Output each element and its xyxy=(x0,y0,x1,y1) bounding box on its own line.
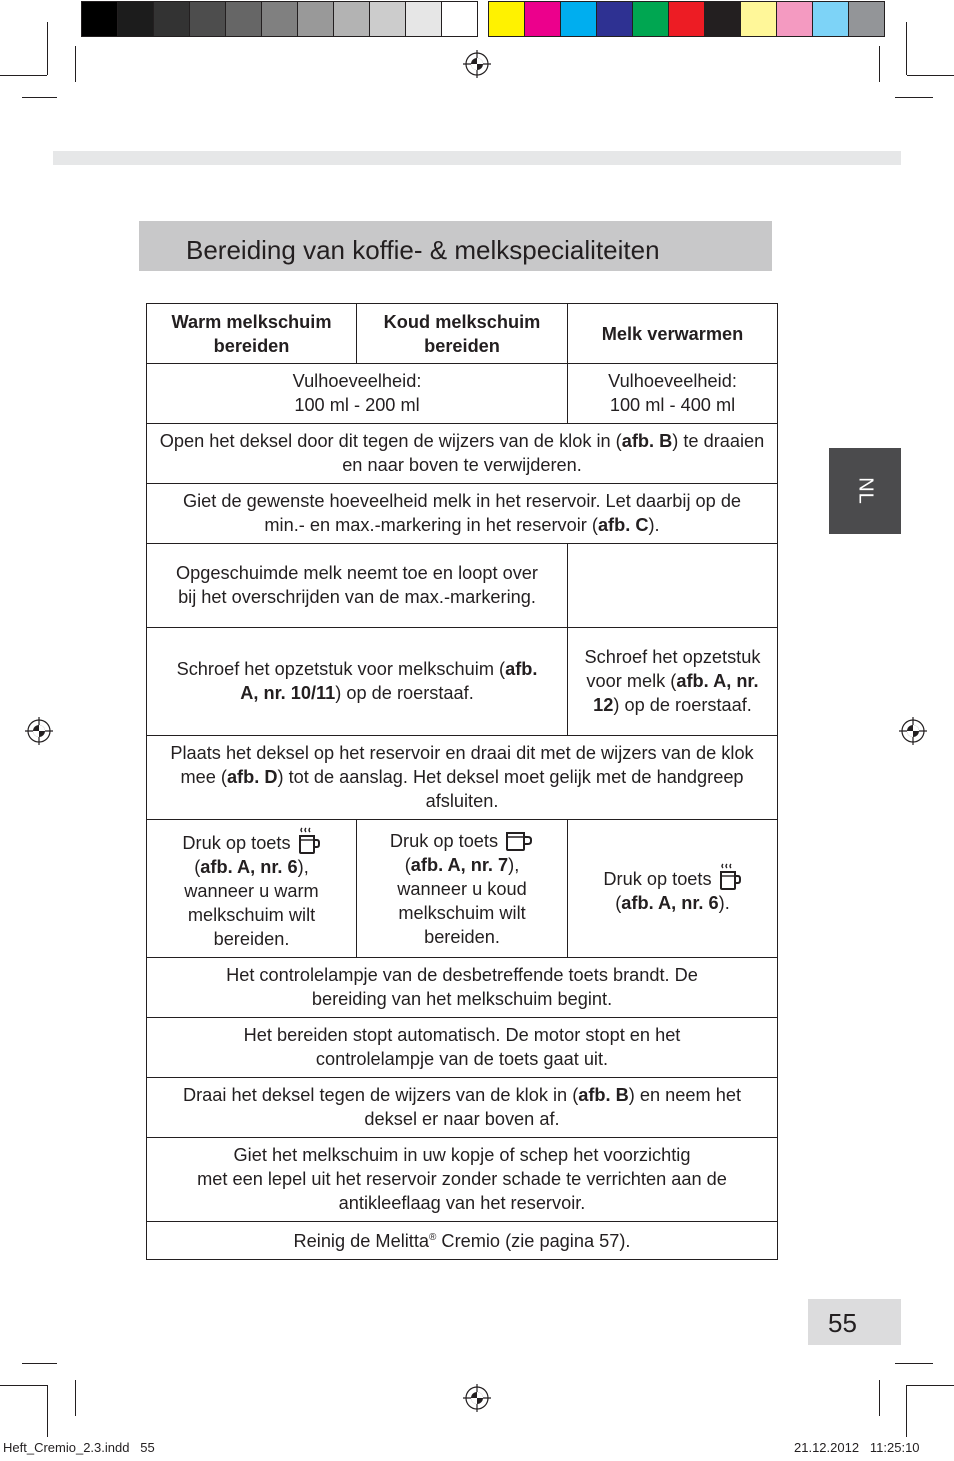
crop-mark xyxy=(906,1385,907,1437)
step-press-warm: Druk op toets (afb. A, nr. 6), wanneer u warm melkschuim wilt bereiden. xyxy=(147,820,357,958)
table-row xyxy=(147,820,778,958)
section-heading-box xyxy=(139,221,772,271)
table-row xyxy=(147,364,778,424)
table-row xyxy=(147,484,778,544)
step-pour-foam: Giet het melkschuim in uw kopje of schep het voorzichtig met een lepel uit het reservoir zonder schade te verrichten aan de antikleeflaag van het reservoir. xyxy=(147,1138,778,1222)
step-lamp-on: Het controlelampje van de desbetreffende toets brandt. De bereiding van het melkschuim begint. xyxy=(147,958,778,1018)
page-title: Bereiding van koffie- & melkspecialiteiten xyxy=(186,235,660,265)
color-swatch xyxy=(406,2,442,36)
color-swatch xyxy=(525,2,561,36)
crop-mark xyxy=(0,75,47,76)
crop-mark xyxy=(895,97,933,98)
color-swatch xyxy=(190,2,226,36)
column-header-cold-foam: Koud melkschuim bereiden xyxy=(357,304,568,364)
color-swatch xyxy=(669,2,705,36)
fill-amount-foam: Vulhoeveelheid: 100 ml - 200 ml xyxy=(147,364,568,424)
table-row xyxy=(147,736,778,820)
foam-warning: Opgeschuimde melk neemt toe en loopt over bij het overschrijden van de max.-markering. xyxy=(147,544,568,628)
table-row xyxy=(147,1222,778,1260)
color-swatch xyxy=(298,2,334,36)
step-pour-milk: Giet de gewenste hoeveelheid melk in het reservoir. Let daarbij op de min.- en max.-markering in het reservoir (afb. C). xyxy=(147,484,778,544)
color-swatches xyxy=(488,1,885,37)
cold-foam-button-icon xyxy=(504,827,534,853)
step-place-lid: Plaats het deksel op het reservoir en draai dit met de wijzers van de klok mee (afb. D) tot de aanslag. Het deksel moet gelijk met de handgreep afsluiten. xyxy=(147,736,778,820)
registration-mark-icon xyxy=(463,50,491,78)
crop-mark xyxy=(907,75,954,76)
header-band xyxy=(53,151,901,165)
color-swatch xyxy=(82,2,118,36)
warm-foam-button-icon xyxy=(297,825,321,855)
color-swatch xyxy=(705,2,741,36)
crop-mark xyxy=(47,22,48,75)
step-clean: Reinig de Melitta® Cremio (zie pagina 57). xyxy=(147,1222,778,1260)
gray-swatches xyxy=(81,1,478,37)
registration-mark-icon xyxy=(899,717,927,745)
fill-amount-heat: Vulhoeveelheid: 100 ml - 400 ml xyxy=(568,364,778,424)
crop-mark xyxy=(75,1380,76,1416)
crop-mark xyxy=(879,46,880,82)
crop-mark xyxy=(879,1380,880,1416)
crop-mark xyxy=(47,1385,48,1437)
table-row xyxy=(147,1138,778,1222)
crop-mark xyxy=(895,1363,933,1364)
crop-mark xyxy=(906,22,907,75)
instruction-table xyxy=(146,303,778,1260)
table-row xyxy=(147,1018,778,1078)
table-row xyxy=(147,1078,778,1138)
color-swatch xyxy=(154,2,190,36)
step-open-lid: Open het deksel door dit tegen de wijzers van de klok in (afb. B) te draaien en naar boven te verwijderen. xyxy=(147,424,778,484)
color-swatch xyxy=(561,2,597,36)
step-remove-lid: Draai het deksel tegen de wijzers van de klok in (afb. B) en neem het deksel er naar boven af. xyxy=(147,1078,778,1138)
color-swatch xyxy=(597,2,633,36)
color-swatch xyxy=(370,2,406,36)
table-row xyxy=(147,544,778,628)
table-row xyxy=(147,424,778,484)
heat-milk-button-icon xyxy=(718,861,742,891)
color-swatch xyxy=(849,2,884,36)
step-screw-foam-attachment: Schroef het opzetstuk voor melkschuim (afb. A, nr. 10/11) op de roerstaaf. xyxy=(147,628,568,736)
step-auto-stop: Het bereiden stopt automatisch. De motor stopt en het controlelampje van de toets gaat uit. xyxy=(147,1018,778,1078)
color-swatch xyxy=(813,2,849,36)
crop-mark xyxy=(22,1363,57,1364)
color-swatch xyxy=(118,2,154,36)
color-swatch xyxy=(777,2,813,36)
step-press-heat: Druk op toets (afb. A, nr. 6). xyxy=(568,820,778,958)
color-swatch xyxy=(334,2,370,36)
color-swatch xyxy=(489,2,525,36)
language-tab xyxy=(829,448,901,534)
table-row xyxy=(147,628,778,736)
color-swatch xyxy=(262,2,298,36)
column-header-heat-milk: Melk verwarmen xyxy=(568,304,778,364)
crop-mark xyxy=(0,1385,47,1386)
table-header-row xyxy=(147,304,778,364)
footer-timestamp: 21.12.2012 11:25:10 xyxy=(794,1440,920,1455)
column-header-warm-foam: Warm melkschuim bereiden xyxy=(147,304,357,364)
empty-cell xyxy=(568,544,778,628)
crop-mark xyxy=(75,46,76,82)
step-press-cold: Druk op toets (afb. A, nr. 7), wanneer u koud melkschuim wilt bereiden. xyxy=(357,820,568,958)
page-number: 55 xyxy=(828,1308,857,1338)
footer-file-info: Heft_Cremio_2.3.indd 55 xyxy=(3,1440,155,1455)
crop-mark xyxy=(22,97,57,98)
crop-mark xyxy=(907,1385,954,1386)
color-swatch xyxy=(442,2,477,36)
table-row xyxy=(147,958,778,1018)
registration-mark-icon xyxy=(25,717,53,745)
language-label: NL xyxy=(854,477,877,505)
registration-mark-icon xyxy=(463,1384,491,1412)
printer-color-bar xyxy=(81,1,885,37)
color-swatch xyxy=(741,2,777,36)
color-swatch xyxy=(633,2,669,36)
color-swatch xyxy=(226,2,262,36)
page-number-box xyxy=(808,1299,901,1345)
step-screw-milk-attachment: Schroef het opzetstuk voor melk (afb. A, nr. 12) op de roerstaaf. xyxy=(568,628,778,736)
